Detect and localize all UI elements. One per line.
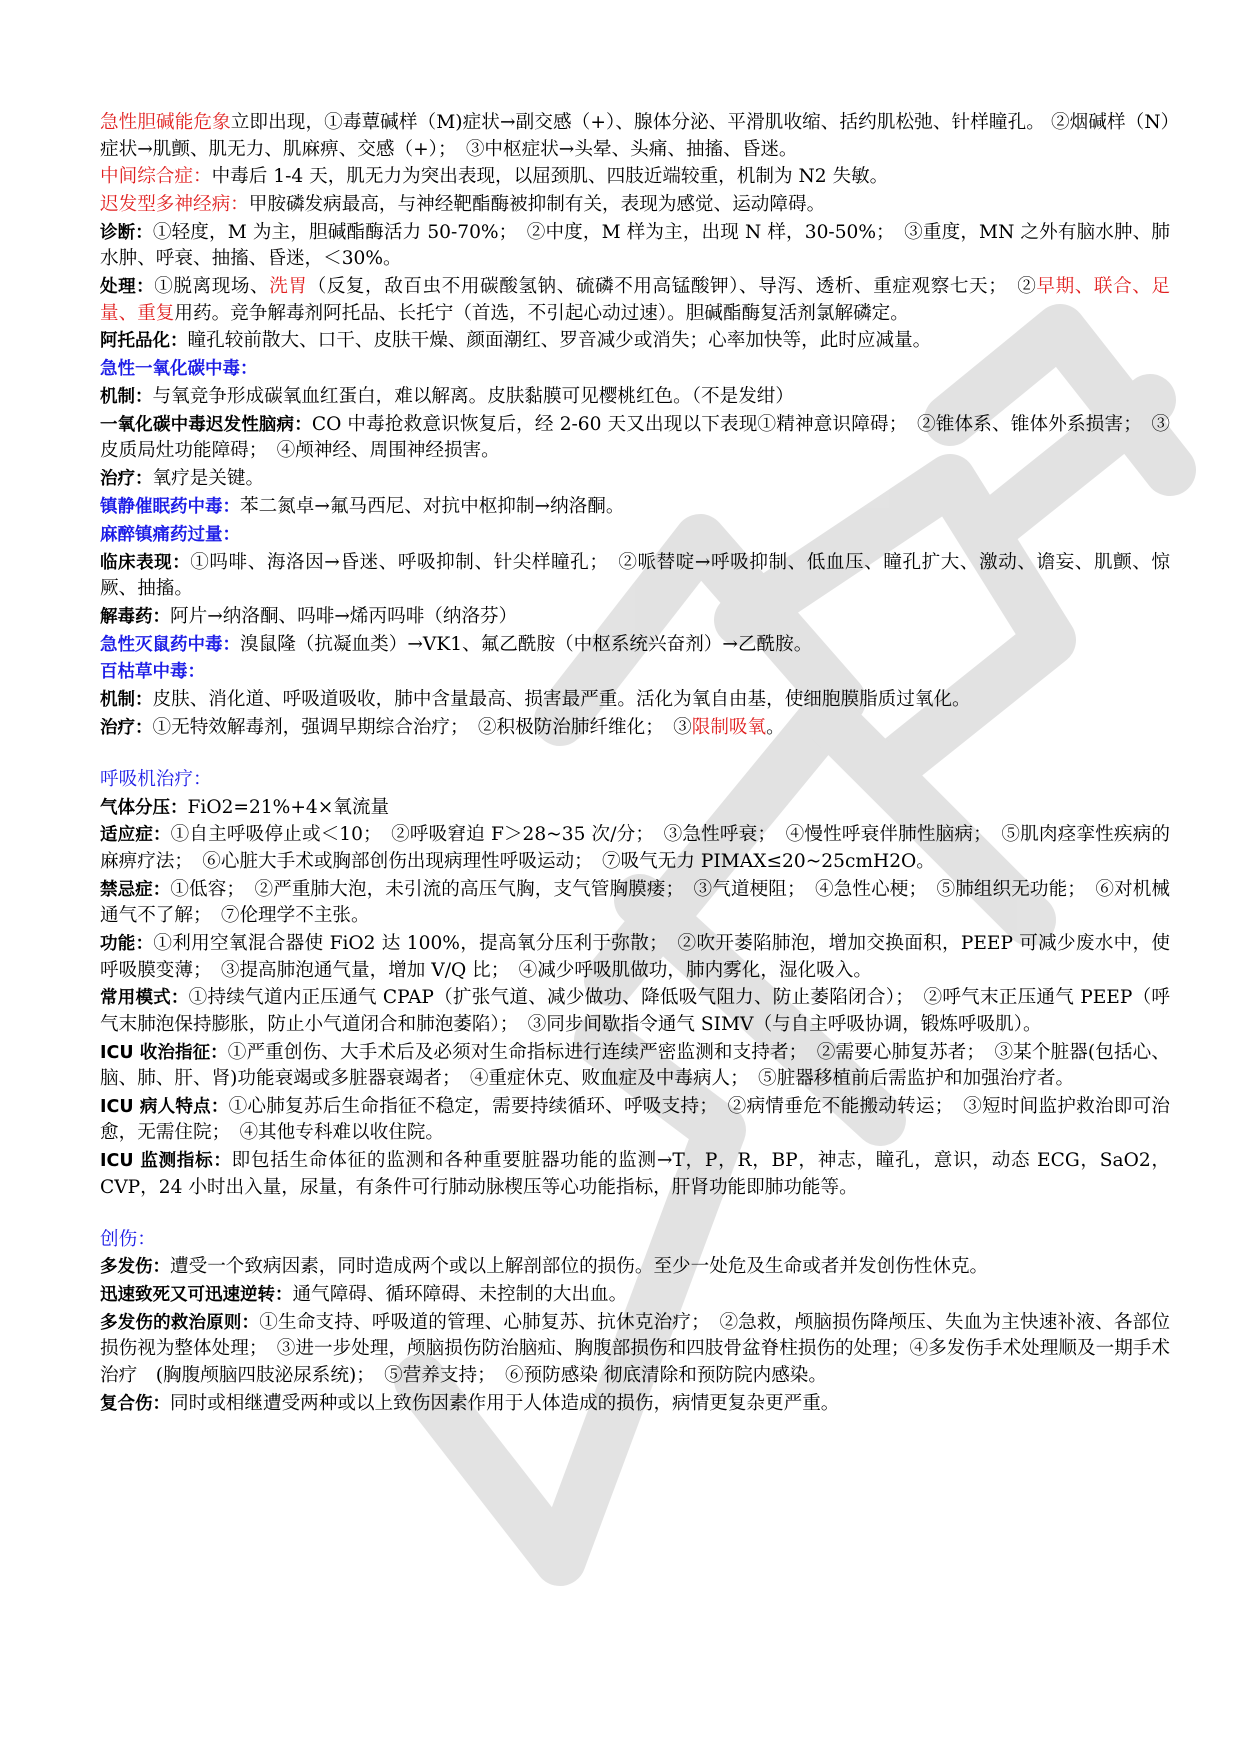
para-rapid-death-reversible: 迅速致死又可迅速逆转：通气障碍、循环障碍、未控制的大出血。 (100, 1284, 628, 1306)
para-contraindications: 禁忌症：①低容； ②严重肺大泡，未引流的高压气胸，支气管胸膜瘘； ③气道梗阻； ④急性心梗； ⑤肺组织无功能； ⑥对机械通气不了解； ⑦伦理学不主张。 (100, 878, 1170, 927)
para-indications: 适应症：①自主呼吸停止或＜10； ②呼吸窘迫 F＞28~35 次/分； ③急性呼衰； ④慢性呼衰伴肺性脑病； ⑤肌肉痉挛性疾病的麻痹疗法； ⑥心脏大手术或胸部创伤出现病理性呼吸运动； ⑦吸气无力 PIMAX≤20~25cmH2O。 (100, 824, 1170, 872)
para-co-mechanism: 机制：与氧竞争形成碳氧血红蛋白，难以解离。皮肤黏膜可见樱桃红色。（不是发绀） (100, 386, 794, 408)
para-acute-cholinergic-crisis: 急性胆碱能危象立即出现，①毒蕈碱样（M)症状→副交感（+）、腺体分泌、平滑肌收缩、括约肌松弛、针样瞳孔。 ②烟碱样（N）症状→肌颤、肌无力、肌麻痹、交感（+）； ③中枢症状→头晕、头痛、抽搐、昏迷。 (100, 112, 1170, 160)
para-rodenticide: 急性灭鼠药中毒：溴鼠隆（抗凝血类）→VK1、氟乙酰胺（中枢系统兴奋剂）→乙酰胺。 (100, 633, 813, 655)
document-body (100, 110, 1170, 1419)
label-atropinization: 阿托品化： (100, 331, 188, 352)
heading-intermediate-syndrome: 中间综合症： (100, 166, 212, 188)
para-paraquat-treatment: 治疗：①无特效解毒剂，强调早期综合治疗； ②积极防治肺纤维化； ③限制吸氧。 (100, 717, 785, 739)
heading-co-poisoning: 急性一氧化碳中毒： (100, 359, 258, 380)
heading-sedative-poisoning: 镇静催眠药中毒： (100, 496, 240, 517)
section-co-poisoning (100, 356, 1170, 383)
para-function: 功能：①利用空氧混合器使 FiO2 达 100%，提高氧分压利于弥散； ②吹开萎陷肺泡，增加交换面积，PEEP 可减少废水中，使呼吸膜变薄； ③提高肺泡通气量，增加 V/Q 比； ④减少呼吸肌做功，肺内雾化，湿化吸入。 (100, 933, 1171, 981)
para-paraquat-mechanism: 机制：皮肤、消化道、呼吸道吸收，肺中含量最高、损害最严重。活化为氧自由基，使细胞膜脂质过氧化。 (100, 689, 971, 711)
para-sedative-poisoning: 镇静催眠药中毒：苯二氮卓→氟马西尼、对抗中枢抑制→纳洛酮。 (100, 495, 625, 517)
heading-paraquat: 百枯草中毒： (100, 662, 205, 683)
para-narcotic-antidote: 解毒药：阿片→纳洛酮、吗啡→烯丙吗啡（纳洛芬） (100, 605, 518, 627)
heading-ventilator: 呼吸机治疗： (100, 768, 212, 790)
para-diagnosis: 诊断：①轻度，M 为主，胆碱酯酶活力 50-70%； ②中度，M 样为主，出现 N 样，30-50%； ③重度，MN 之外有脑水肿、肺水肿、呼衰、抽搐、昏迷，＜30%。 (100, 221, 1170, 270)
section-ventilator (100, 767, 1170, 794)
heading-acute-cholinergic-crisis: 急性胆碱能危象 (100, 112, 231, 133)
para-treatment: 处理：①脱离现场、洗胃（反复，敌百虫不用碳酸氢钠、硫磷不用高锰酸钾）、导泻、透析、重症观察七天； ②早期、联合、足量、重复用药。竞争解毒剂阿托品、长托宁（首选，不引起心动过速）。胆碱酯酶复活剂氯解磷定。 (100, 276, 1170, 324)
label-diagnosis: 诊断： (100, 222, 153, 243)
para-icu-monitoring: ICU 监测指标：即包括生命体征的监测和各种重要脏器功能的监测→T，P，R，BP，神志，瞳孔，意识，动态 ECG，SaO2，CVP，24 小时出入量，尿量，有条件可行肺动脉楔压等心功能指标，肝肾功能即肺功能等。 (100, 1150, 1170, 1198)
para-co-treatment: 治疗：氧疗是关键。 (100, 468, 265, 490)
label-treatment: 处理： (100, 277, 155, 298)
heading-delayed-polyneuropathy: 迟发型多神经病： (100, 194, 249, 216)
section-narcotic-overdose (100, 522, 1170, 549)
para-common-modes: 常用模式：①持续气道内正压通气 CPAP（扩张气道、减少做功、降低吸气阻力、防止萎陷闭合）； ②呼气末正压通气 PEEP（呼气末肺泡保持膨胀，防止小气道闭合和肺泡萎陷）； ③同步间歇指令通气 SIMV（与自主呼吸协调，锻炼呼吸肌）。 (100, 987, 1170, 1035)
para-icu-admission: ICU 收治指征：①严重创伤、大手术后及必须对生命指标进行连续严密监测和支持者； ②需要心肺复苏者； ③某个脏器(包括心、脑、肺、肝、肾)功能衰竭或多脏器衰竭者； ④重症休克、败血症及中毒病人； ⑤脏器移植前后需监护和加强治疗者。 (100, 1041, 1170, 1090)
para-co-delayed-encephalopathy: 一氧化碳中毒迟发性脑病：CO 中毒抢救意识恢复后，经 2-60 天又出现以下表现①精神意识障碍； ②锥体系、锥体外系损害； ③皮质局灶功能障碍； ④颅神经、周围神经损害。 (100, 413, 1170, 462)
para-atropinization: 阿托品化：瞳孔较前散大、口干、皮肤干燥、颜面潮红、罗音减少或消失；心率加快等，此时应减量。 (100, 330, 932, 352)
para-delayed-polyneuropathy: 迟发型多神经病：甲胺磷发病最高，与神经靶酯酶被抑制有关，表现为感觉、运动障碍。 (100, 194, 826, 216)
para-multiple-trauma-principles: 多发伤的救治原则：①生命支持、呼吸道的管理、心肺复苏、抗休克治疗； ②急救，颅脑损伤降颅压、失血为主快速补液、各部位损伤视为整体处理； ③进一步处理，颅脑损伤防治脑疝、胸腹部损伤和四肢骨盆脊柱损伤的处理；④多发伤手术处理顺及一期手术治疗 (胸腹颅脑四肢泌尿系统)； ⑤营养支持； ⑥预防感染 彻底清除和预防院内感染。 (100, 1311, 1171, 1386)
para-multiple-trauma: 多发伤：遭受一个致病因素，同时造成两个或以上解剖部位的损伤。至少一处危及生命或者并发创伤性休克。 (100, 1256, 989, 1278)
heading-rodenticide: 急性灭鼠药中毒： (100, 634, 240, 655)
para-icu-patient-features: ICU 病人特点：①心肺复苏后生命指征不稳定，需要持续循环、呼吸支持； ②病情垂危不能搬动转运； ③短时间监护救治即可治愈，无需住院； ④其他专科难以收住院。 (100, 1095, 1170, 1144)
section-paraquat (100, 659, 1170, 686)
heading-trauma: 创伤： (100, 1228, 156, 1250)
para-narcotic-clinical: 临床表现：①吗啡、海洛因→昏迷、呼吸抑制、针尖样瞳孔； ②哌替啶→呼吸抑制、低血压、瞳孔扩大、激动、谵妄、肌颤、惊厥、抽搐。 (100, 551, 1170, 600)
para-combined-injury: 复合伤：同时或相继遭受两种或以上致伤因素作用于人体造成的损伤，病情更复杂更严重。 (100, 1392, 840, 1414)
para-gas-partial-pressure: 气体分压：FiO2=21%+4×氧流量 (100, 796, 390, 818)
section-trauma (100, 1227, 1170, 1254)
heading-narcotic-overdose: 麻醉镇痛药过量： (100, 524, 240, 545)
para-intermediate-syndrome: 中间综合症：中毒后 1-4 天，肌无力为突出表现，以屈颈肌、四肢近端较重，机制为 N2 失敏。 (100, 166, 889, 188)
